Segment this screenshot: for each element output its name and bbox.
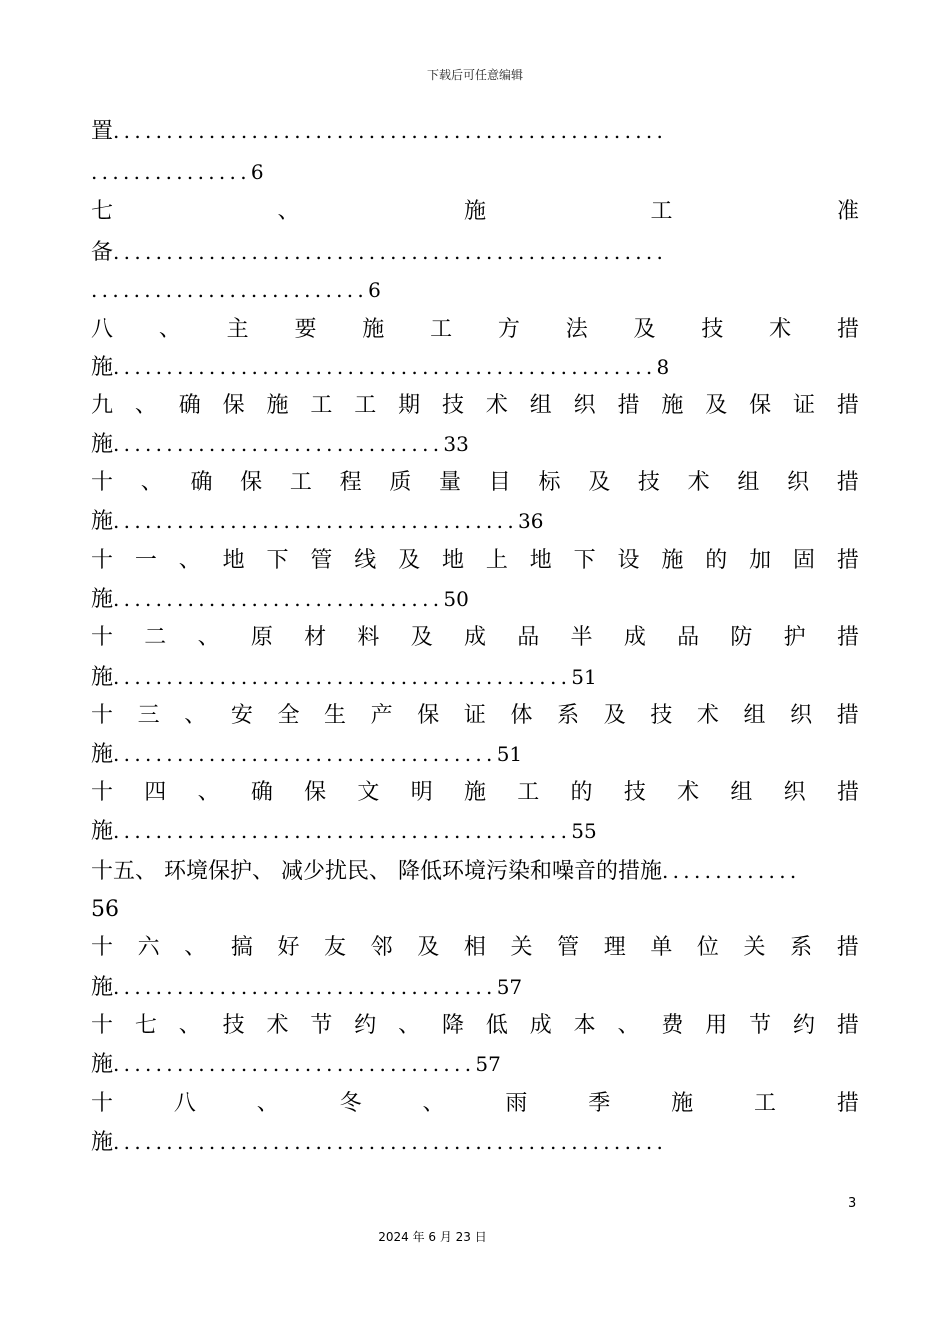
toc-char: 保 [222,393,245,418]
toc-char: 施 [661,548,684,573]
toc-char: 及 [398,548,421,573]
toc-char: 低 [485,1013,508,1038]
toc-char: 品 [517,625,540,650]
toc-char: 术 [485,393,508,418]
toc-char: 、 [277,199,300,224]
toc-char: 六 [137,935,160,960]
toc-char: 线 [354,548,377,573]
toc-char: 组 [743,703,766,728]
toc-line [91,429,859,459]
toc-char: 十 [91,548,114,573]
toc-char: 节 [749,1013,772,1038]
toc-char: 工 [289,470,312,495]
toc-entry-text: 施 [91,819,114,844]
toc-char: 织 [790,703,813,728]
toc-char: 确 [250,780,273,805]
page-number: 3 [848,1196,857,1211]
toc-char: 管 [310,548,333,573]
toc-leader-dots: ........................................... [113,819,572,843]
toc-char: 上 [485,548,508,573]
toc-char: 单 [650,935,673,960]
toc-char: 三 [137,703,160,728]
toc-char: 、 [398,1013,421,1038]
toc-entry-text: 施 [91,432,114,457]
toc-char: 关 [510,935,533,960]
toc-leader-dots: ........................................... [113,665,572,689]
toc-line [91,506,859,536]
toc-char: 措 [836,470,859,495]
toc-line [91,237,859,267]
toc-char: 措 [836,548,859,573]
toc-char: 地 [222,548,245,573]
toc-line [91,197,859,227]
toc-char: 料 [357,625,380,650]
toc-char: 友 [324,935,347,960]
toc-entry-text: 施 [91,975,114,1000]
toc-line [91,1011,859,1041]
toc-char: 及 [705,393,728,418]
toc-leader-dots: .................................................... [113,240,668,264]
toc-leader-dots: ...................................... [113,509,518,533]
toc-char: 原 [250,625,273,650]
toc-char: 十 [91,703,114,728]
page-header: 下载后可任意编辑 [426,68,523,82]
toc-char: 及 [588,470,611,495]
toc-line [91,546,859,576]
toc-entry-text: 置 [91,119,114,144]
toc-line [91,933,859,963]
toc-char: 、 [178,548,201,573]
toc-leader-dots: ............. [661,859,801,883]
footer-date: 2024 年 6 月 23 日 [378,1230,487,1244]
toc-line [91,701,859,731]
toc-leader-dots: ............................... [113,432,444,456]
toc-line [91,116,859,146]
toc-page-number: 6 [368,278,381,302]
toc-char: 四 [144,780,167,805]
toc-char: 技 [623,780,646,805]
toc-char: 技 [442,393,465,418]
toc-line [91,739,859,769]
toc-char: 品 [677,625,700,650]
toc-entry-text: 施 [91,587,114,612]
toc-char: 保 [304,780,327,805]
toc-char: 加 [749,548,772,573]
toc-char: 一 [134,548,157,573]
toc-char: 组 [730,780,753,805]
toc-leader-dots: .................................... [113,975,497,999]
toc-char: 十 [91,780,114,805]
toc-char: 、 [197,625,220,650]
toc-line [91,157,859,187]
toc-char: 确 [190,470,213,495]
toc-line [91,1127,859,1157]
toc-line [91,895,859,925]
toc-char: 成 [623,625,646,650]
toc-char: 成 [463,625,486,650]
toc-entry-text: 十五、 环境保护、 减少扰民、 降低环境污染和噪音的措施 [91,859,662,884]
toc-entry-text: 56 [91,897,119,922]
toc-line [91,778,859,808]
toc-char: 施 [463,780,486,805]
toc-char: 施 [266,393,289,418]
toc-char: 法 [565,317,588,342]
toc-leader-dots: .................................................... [113,1130,668,1154]
toc-char: 、 [256,1091,279,1116]
toc-char: 的 [570,780,593,805]
toc-line [91,584,859,614]
toc-char: 技 [637,470,660,495]
toc-char: 材 [304,625,327,650]
toc-char: 九 [91,393,114,418]
toc-entry-text: 施 [91,742,114,767]
toc-char: 理 [603,935,626,960]
toc-char: 技 [650,703,673,728]
toc-char: 术 [266,1013,289,1038]
toc-char: 护 [783,625,806,650]
toc-entry-text: 备 [91,240,114,265]
toc-line [91,1089,859,1119]
toc-page-number: 51 [496,742,523,766]
toc-char: 下 [266,548,289,573]
toc-char: 十 [91,1091,114,1116]
toc-line [91,468,859,498]
toc-char: 术 [677,780,700,805]
toc-char: 体 [510,703,533,728]
toc-char: 下 [573,548,596,573]
toc-line [91,856,859,886]
toc-char: 、 [140,470,163,495]
toc-char: 施 [362,317,385,342]
toc-char: 要 [294,317,317,342]
toc-char: 相 [463,935,486,960]
toc-char: 雨 [505,1091,528,1116]
toc-char: 方 [497,317,520,342]
toc-char: 措 [836,393,859,418]
toc-char: 程 [339,470,362,495]
toc-char: 措 [836,780,859,805]
toc-char: 费 [661,1013,684,1038]
toc-char: 术 [687,470,710,495]
toc-page-number: 8 [656,355,670,379]
toc-char: 明 [410,780,433,805]
toc-page-number: 57 [475,1052,501,1076]
toc-char: 八 [173,1091,196,1116]
toc-char: 本 [573,1013,596,1038]
toc-char: 地 [442,548,465,573]
toc-char: 半 [570,625,593,650]
toc-char: 降 [442,1013,465,1038]
toc-char: 、 [134,393,157,418]
toc-char: 好 [277,935,300,960]
toc-char: 组 [529,393,552,418]
toc-char: 位 [696,935,719,960]
toc-char: 、 [158,317,181,342]
toc-page-number: 57 [496,975,523,999]
toc-leader-dots: .................................................... [113,119,668,143]
toc-char: 安 [230,703,253,728]
toc-char: 工 [517,780,540,805]
toc-char: 、 [184,703,207,728]
toc-char: 措 [836,935,859,960]
toc-char: 用 [705,1013,728,1038]
toc-char: 及 [603,703,626,728]
toc-line [91,315,859,345]
toc-char: 二 [144,625,167,650]
toc-line [91,662,859,692]
toc-char: 术 [696,703,719,728]
toc-leader-dots: .................................. [113,1052,476,1076]
toc-char: 术 [769,317,792,342]
toc-line [91,972,859,1002]
toc-char: 约 [354,1013,377,1038]
toc-char: 、 [197,780,220,805]
toc-char: 主 [226,317,249,342]
toc-char: 文 [357,780,380,805]
toc-char: 十 [91,470,114,495]
toc-char: 施 [661,393,684,418]
toc-char: 七 [134,1013,157,1038]
toc-char: 措 [836,703,859,728]
toc-char: 及 [417,935,440,960]
toc-entry-text: 施 [91,1130,114,1155]
toc-char: 措 [836,1091,859,1116]
toc-leader-dots: .................................... [113,742,497,766]
toc-char: 约 [793,1013,816,1038]
toc-char: 工 [754,1091,777,1116]
toc-char: 技 [222,1013,245,1038]
toc-char: 地 [529,548,552,573]
toc-char: 设 [617,548,640,573]
toc-char: 证 [793,393,816,418]
toc-char: 冬 [339,1091,362,1116]
toc-line [91,275,859,305]
toc-char: 保 [240,470,263,495]
toc-entry-text: 施 [91,355,114,380]
toc-leader-dots: .......................... [91,278,369,302]
toc-line [91,623,859,653]
toc-char: 八 [91,317,114,342]
toc-char: 目 [488,470,511,495]
toc-char: 产 [370,703,393,728]
toc-char: 、 [617,1013,640,1038]
toc-char: 全 [277,703,300,728]
toc-char: 管 [557,935,580,960]
toc-entry-text: 施 [91,1052,114,1077]
toc-char: 十 [91,1013,114,1038]
toc-char: 保 [749,393,772,418]
toc-char: 系 [790,935,813,960]
toc-char: 、 [422,1091,445,1116]
toc-char: 工 [430,317,453,342]
toc-char: 的 [705,548,728,573]
toc-char: 系 [557,703,580,728]
toc-char: 施 [671,1091,694,1116]
toc-entry-text: 施 [91,665,114,690]
toc-char: 十 [91,935,114,960]
toc-page-number: 50 [443,587,469,611]
toc-char: 及 [633,317,656,342]
toc-leader-dots: ............................... [113,587,444,611]
toc-char: 工 [650,199,673,224]
toc-char: 组 [737,470,760,495]
toc-char: 期 [398,393,421,418]
toc-page-number: 6 [250,160,264,184]
toc-char: 季 [588,1091,611,1116]
toc-page-number: 51 [571,665,597,689]
toc-leader-dots: ................................................... [113,355,657,379]
toc-char: 施 [463,199,486,224]
toc-char: 防 [730,625,753,650]
toc-line [91,352,859,382]
toc-char: 织 [787,470,810,495]
toc-char: 七 [91,199,114,224]
toc-char: 织 [573,393,596,418]
toc-line [91,816,859,846]
toc-line [91,391,859,421]
toc-char: 措 [617,393,640,418]
toc-char: 十 [91,625,114,650]
toc-char: 保 [417,703,440,728]
toc-char: 质 [389,470,412,495]
toc-char: 关 [743,935,766,960]
toc-char: 织 [783,780,806,805]
toc-char: 搞 [230,935,253,960]
toc-char: 成 [529,1013,552,1038]
toc-char: 生 [324,703,347,728]
toc-char: 措 [836,317,859,342]
toc-entry-text: 施 [91,509,114,534]
toc-line [91,1049,859,1079]
toc-char: 、 [184,935,207,960]
toc-leader-dots: ............... [91,160,251,184]
toc-char: 标 [538,470,561,495]
toc-char: 确 [178,393,201,418]
toc-char: 证 [463,703,486,728]
toc-page-number: 36 [518,509,544,533]
toc-char: 量 [439,470,462,495]
toc-page-number: 33 [443,432,469,456]
toc-char: 邻 [370,935,393,960]
toc-char: 工 [310,393,333,418]
toc-char: 措 [836,1013,859,1038]
toc-page-number: 55 [571,819,597,843]
toc-char: 准 [836,199,859,224]
toc-char: 工 [354,393,377,418]
toc-char: 固 [793,548,816,573]
toc-char: 及 [410,625,433,650]
toc-char: 、 [178,1013,201,1038]
toc-char: 措 [836,625,859,650]
toc-char: 技 [701,317,724,342]
toc-char: 节 [310,1013,333,1038]
